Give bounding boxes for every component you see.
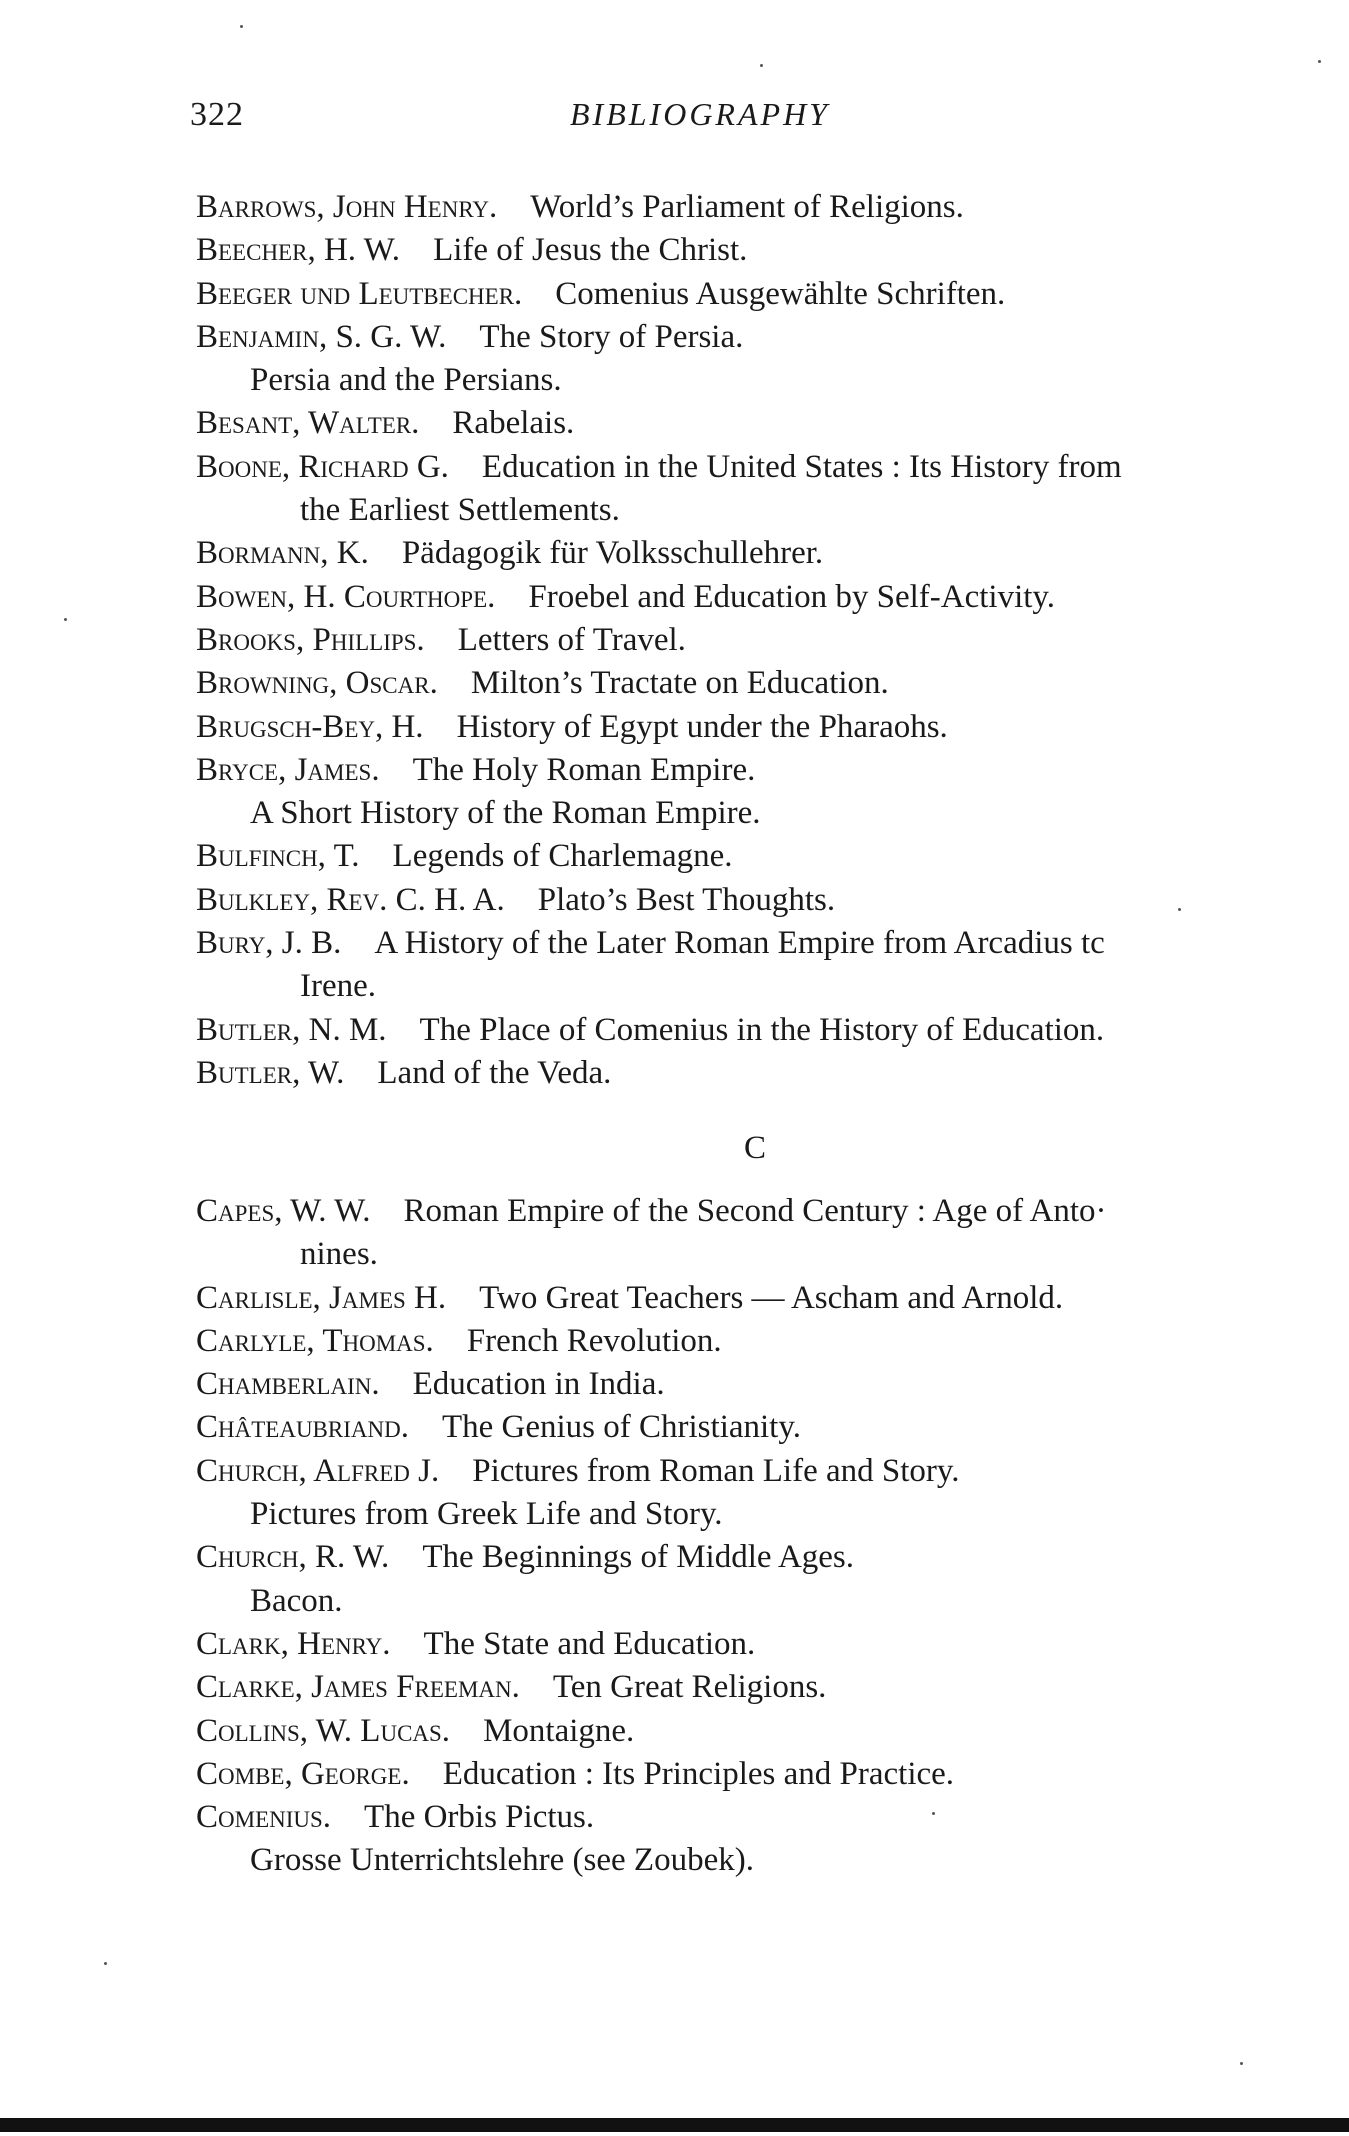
entry-title: Two Great Teachers — Ascham and Arnold. xyxy=(479,1279,1064,1316)
section-heading-c: C xyxy=(743,1130,766,1166)
bibliography-entry xyxy=(196,1753,1316,1796)
bibliography-entry xyxy=(196,402,1316,445)
entry-title: Persia and the Persians. xyxy=(250,362,562,399)
entry-author: Barrows, John Henry. xyxy=(196,189,498,225)
entry-title: Irene. xyxy=(300,968,377,1005)
entry-author: Bury, J. B. xyxy=(196,925,342,962)
entry-title: Life of Jesus the Christ. xyxy=(433,232,748,269)
entry-title: Plato’s Best Thoughts. xyxy=(537,881,836,918)
entry-title: French Revolution. xyxy=(466,1322,722,1359)
entry-author: Butler, W. xyxy=(196,1054,345,1091)
entry-author: Bulfinch, T. xyxy=(196,838,360,875)
entry-title: The Beginnings of Middle Ages. xyxy=(422,1539,855,1576)
bibliography-entry xyxy=(196,532,1316,575)
bibliography-entry xyxy=(196,1796,1316,1839)
entry-title: Education in India. xyxy=(412,1366,665,1403)
entry-title: Pictures from Greek Life and Story. xyxy=(250,1496,723,1533)
entry-title: A Short History of the Roman Empire. xyxy=(250,795,761,832)
additional-title xyxy=(196,1839,1316,1882)
print-speck xyxy=(64,618,67,621)
entry-author: Brugsch-Bey, H. xyxy=(196,708,424,745)
entry-title: World’s Parliament of Religions. xyxy=(530,189,964,225)
entry-title: Roman Empire of the Second Century : Age of Anto· xyxy=(403,1193,1107,1229)
bibliography-entry xyxy=(196,1666,1316,1709)
entry-title: Legends of Charlemagne. xyxy=(392,838,733,875)
entry-author: Brooks, Phillips. xyxy=(196,621,425,658)
entry-author: Bryce, James. xyxy=(196,751,380,788)
bibliography-entry xyxy=(196,186,1316,229)
print-speck xyxy=(240,25,243,28)
bibliography-list-c xyxy=(196,1190,1316,1883)
page-number: 322 xyxy=(190,96,244,133)
entry-author: Comenius. xyxy=(196,1799,332,1836)
bibliography-entry xyxy=(196,1277,1316,1320)
entry-title: The Place of Comenius in the History of Education. xyxy=(419,1011,1105,1048)
entry-author: Beeger und Leutbecher. xyxy=(196,275,523,312)
bibliography-entry xyxy=(196,1363,1316,1406)
bibliography-entry xyxy=(196,662,1316,705)
bibliography-entry xyxy=(196,835,1316,878)
entry-title: History of Egypt under the Pharaohs. xyxy=(456,708,948,745)
entry-title: Milton’s Tractate on Education. xyxy=(470,665,889,702)
entry-author: Châteaubriand. xyxy=(196,1409,409,1446)
entry-title: Ten Great Religions. xyxy=(552,1669,827,1706)
bibliography-entry xyxy=(196,1190,1316,1233)
bibliography-entry xyxy=(196,273,1316,316)
entry-title: Education in the United States : Its History from xyxy=(481,448,1122,485)
entry-author: Beecher, H. W. xyxy=(196,232,401,269)
print-speck xyxy=(760,64,763,67)
entry-title: Pictures from Roman Life and Story. xyxy=(472,1452,960,1489)
bibliography-entry xyxy=(196,749,1316,792)
entry-title: nines. xyxy=(300,1236,378,1273)
entry-author: Benjamin, S. G. W. xyxy=(196,318,447,355)
page-header xyxy=(190,96,1300,140)
bibliography-entry xyxy=(196,1009,1316,1052)
entry-author: Clarke, James Freeman. xyxy=(196,1669,520,1706)
entry-title: the Earliest Settlements. xyxy=(300,492,620,529)
entry-author: Combe, George. xyxy=(196,1755,410,1792)
entry-title: Bacon. xyxy=(250,1582,343,1619)
entry-author: Bowen, H. Courthope. xyxy=(196,578,496,615)
bibliography-entry xyxy=(196,229,1316,272)
entry-title: Grosse Unterrichtslehre (see Zoubek). xyxy=(250,1842,754,1879)
entry-author: Bulkley, Rev. C. H. A. xyxy=(196,881,505,918)
bottom-scan-edge xyxy=(0,2118,1349,2132)
bibliography-entry xyxy=(196,1406,1316,1449)
print-speck xyxy=(1318,60,1321,63)
bibliography-entry xyxy=(196,1450,1316,1493)
entry-author: Carlisle, James H. xyxy=(196,1279,447,1316)
entry-title: Pädagogik für Volksschullehrer. xyxy=(401,535,824,572)
entry-title: Comenius Ausgewählte Schriften. xyxy=(555,275,1006,312)
entry-continuation xyxy=(196,489,1316,532)
bibliography-entry xyxy=(196,1320,1316,1363)
running-title: BIBLIOGRAPHY xyxy=(570,96,830,132)
entry-author: Capes, W. W. xyxy=(196,1193,371,1229)
entry-author: Collins, W. Lucas. xyxy=(196,1712,451,1749)
entry-author: Church, Alfred J. xyxy=(196,1452,440,1489)
entry-title: Education : Its Principles and Practice. xyxy=(442,1755,955,1792)
bibliography-entry xyxy=(196,576,1316,619)
bibliography-list-b xyxy=(196,186,1316,1095)
entry-author: Bormann, K. xyxy=(196,535,369,572)
bibliography-entry xyxy=(196,1710,1316,1753)
bibliography-entry xyxy=(196,1536,1316,1579)
bibliography-entry xyxy=(196,316,1316,359)
entry-title: The Genius of Christianity. xyxy=(441,1409,801,1446)
bibliography-entry xyxy=(196,922,1316,965)
additional-title xyxy=(196,1493,1316,1536)
additional-title xyxy=(196,792,1316,835)
entry-title: Letters of Travel. xyxy=(457,621,686,658)
bibliography-entry xyxy=(196,1623,1316,1666)
additional-title xyxy=(196,359,1316,402)
print-speck xyxy=(1240,2062,1243,2065)
additional-title xyxy=(196,1580,1316,1623)
entry-title: Froebel and Education by Self-Activity. xyxy=(528,578,1056,615)
entry-continuation xyxy=(196,1233,1316,1276)
bibliography-entry xyxy=(196,879,1316,922)
entry-title: Land of the Veda. xyxy=(377,1054,612,1091)
entry-author: Clark, Henry. xyxy=(196,1625,391,1662)
entry-title: Rabelais. xyxy=(452,405,575,442)
entry-author: Boone, Richard G. xyxy=(196,448,449,485)
entry-continuation xyxy=(196,965,1316,1008)
print-speck xyxy=(1178,908,1181,911)
entry-author: Chamberlain. xyxy=(196,1366,380,1403)
entry-author: Browning, Oscar. xyxy=(196,665,438,702)
print-speck xyxy=(104,1962,107,1965)
bibliography-entry xyxy=(196,1052,1316,1095)
entry-author: Carlyle, Thomas. xyxy=(196,1322,434,1359)
entry-title: The Story of Persia. xyxy=(479,318,744,355)
entry-author: Butler, N. M. xyxy=(196,1011,387,1048)
bibliography-entry xyxy=(196,619,1316,662)
entry-title: The Orbis Pictus. xyxy=(364,1799,595,1836)
bibliography-entry xyxy=(196,706,1316,749)
bibliography-entry xyxy=(196,446,1316,489)
entry-author: Besant, Walter. xyxy=(196,405,420,442)
entry-title: The Holy Roman Empire. xyxy=(412,751,756,788)
entry-title: A History of the Later Roman Empire from Arcadius tc xyxy=(374,925,1105,962)
entry-author: Church, R. W. xyxy=(196,1539,390,1576)
print-speck xyxy=(932,1812,935,1815)
entry-title: The State and Education. xyxy=(423,1625,756,1662)
entry-title: Montaigne. xyxy=(483,1712,635,1749)
